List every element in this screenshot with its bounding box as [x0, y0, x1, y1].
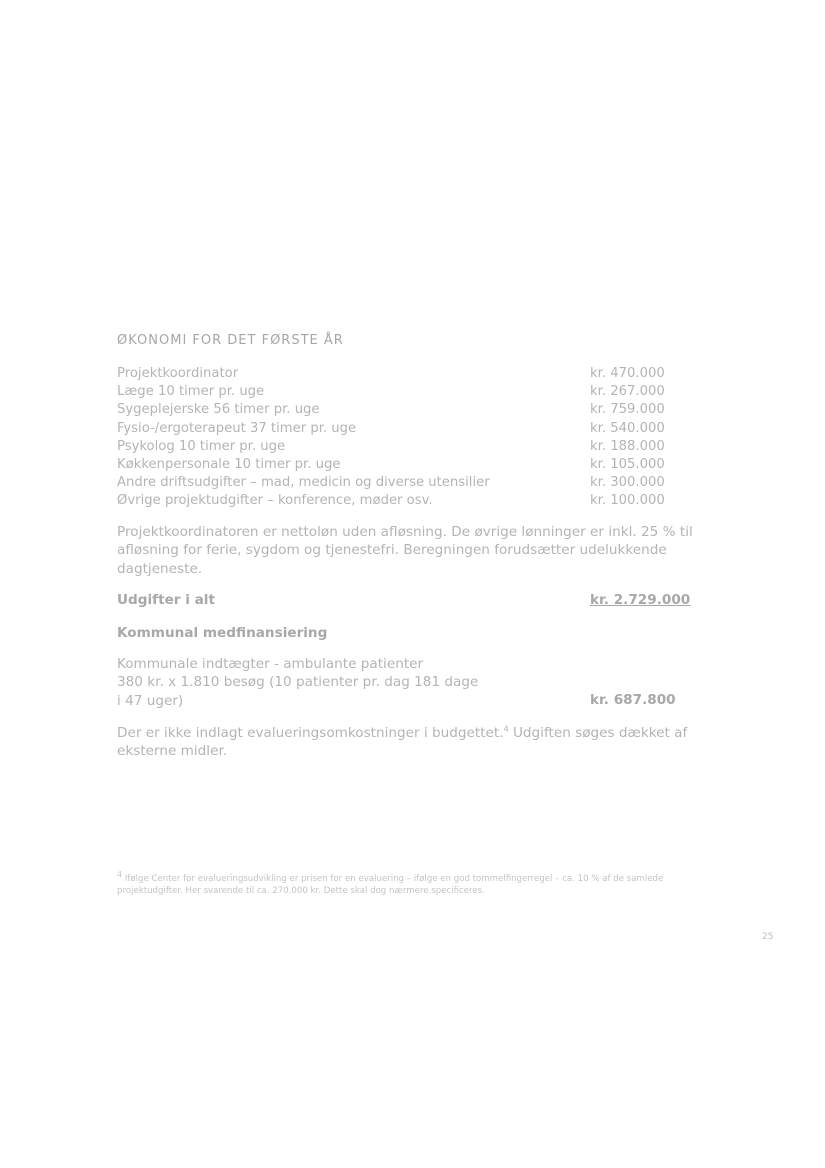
budget-row [117, 438, 677, 456]
budget-row [117, 420, 677, 438]
budget-item-amount: kr. 105.000 [590, 456, 665, 472]
budget-item-label: Køkkenpersonale 10 timer pr. uge [117, 456, 341, 472]
income-amount: kr. 687.800 [590, 692, 676, 708]
footnote-text: Ifølge Center for evalueringsudvikling er prisen for en evaluering – ifølge en god tommelfingerregel – ca. 10 % af de samlede projektudgifter. Her svarende til ca. 270.000 kr. Dette skal dog nærmere specificeres. [117, 874, 664, 896]
budget-item-label: Øvrige projektudgifter – konference, møder osv. [117, 493, 433, 509]
total-label: Udgifter i alt [117, 592, 215, 608]
income-line: Kommunale indtægter - ambulante patienter [117, 656, 424, 672]
budget-item-label: Fysio-/ergoterapeut 37 timer pr. uge [117, 420, 357, 436]
budget-row [117, 383, 677, 401]
budget-item-amount: kr. 267.000 [590, 384, 665, 400]
budget-item-amount: kr. 540.000 [590, 420, 665, 436]
budget-item-amount: kr. 470.000 [590, 366, 665, 381]
footnote-number: 4 [117, 870, 123, 880]
income-line: 380 kr. x 1.810 besøg (10 patienter pr. dag 181 dage [117, 674, 479, 691]
evaluation-note-text: Der er ikke indlagt evalueringsomkostninger i budgettet. [117, 725, 504, 741]
evaluation-note [117, 724, 717, 761]
budget-row [117, 456, 677, 474]
budget-item-label: Andre driftsudgifter – mad, medicin og diverse utensilier [117, 475, 490, 491]
budget-item-label: Projektkoordinator [117, 366, 239, 381]
total-amount: kr. 2.729.000 [590, 592, 691, 608]
budget-row [117, 492, 677, 510]
page-number: 25 [762, 932, 774, 942]
budget-item-amount: kr. 188.000 [590, 438, 665, 454]
income-line: i 47 uger) [117, 692, 184, 709]
footnote [117, 870, 729, 897]
budget-item-label: Sygeplejerske 56 timer pr. uge [117, 402, 320, 418]
budget-item-amount: kr. 100.000 [590, 493, 665, 509]
section-title: ØKONOMI FOR DET FØRSTE ÅR [117, 333, 344, 348]
budget-row [117, 401, 677, 419]
budget-item-amount: kr. 300.000 [590, 475, 665, 491]
budget-row [117, 474, 677, 492]
budget-item-label: Læge 10 timer pr. uge [117, 384, 265, 400]
budget-item-label: Psykolog 10 timer pr. uge [117, 438, 286, 454]
salary-note: Projektkoordinatoren er nettoløn uden afløsning. De øvrige lønninger er inkl. 25 % til afløsning for ferie, sygdom og tjenestefri. Beregningen forudsætter udelukkende dagtjeneste. [117, 524, 693, 577]
budget-table [117, 365, 677, 511]
budget-item-amount: kr. 759.000 [590, 402, 665, 418]
cofinancing-heading: Kommunal medfinansiering [117, 625, 328, 641]
footnote-reference[interactable]: 4 [503, 724, 509, 734]
budget-row [117, 365, 677, 383]
evaluation-note-text: Udgiften søges dækket af eksterne midler. [117, 725, 688, 760]
